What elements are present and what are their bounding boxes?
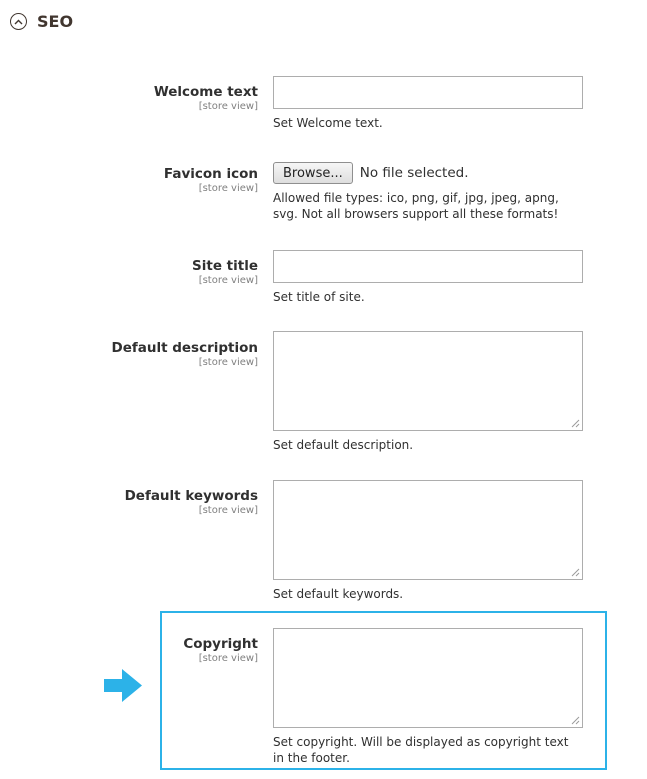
file-status: No file selected.: [359, 165, 469, 181]
welcome-text-label: Welcome text: [153, 84, 258, 100]
resize-grip-icon[interactable]: [571, 419, 580, 428]
welcome-text-scope: [store view]: [198, 101, 258, 112]
default-keywords-label: Default keywords: [124, 488, 258, 504]
welcome-text-note: Set Welcome text.: [273, 116, 383, 130]
arrow-right-icon: [104, 669, 142, 702]
site-title-input[interactable]: [273, 250, 583, 283]
default-keywords-textarea[interactable]: [273, 480, 583, 580]
copyright-note: Set copyright. Will be displayed as copyright text in the footer.: [273, 735, 569, 765]
resize-grip-icon[interactable]: [571, 716, 580, 725]
chevron-up-circle-icon: [10, 13, 27, 30]
resize-grip-icon[interactable]: [571, 568, 580, 577]
default-description-label: Default description: [111, 340, 258, 356]
site-title-scope: [store view]: [198, 275, 258, 286]
default-description-textarea[interactable]: [273, 331, 583, 431]
default-description-scope: [store view]: [198, 357, 258, 368]
copyright-scope: [store view]: [198, 653, 258, 664]
site-title-label: Site title: [192, 258, 258, 274]
copyright-label: Copyright: [183, 636, 258, 652]
welcome-text-input[interactable]: [273, 76, 583, 109]
default-keywords-scope: [store view]: [198, 505, 258, 516]
favicon-note: Allowed file types: ico, png, gif, jpg, jpeg, apng, svg. Not all browsers support all these formats!: [273, 191, 559, 221]
browse-button[interactable]: Browse...: [273, 162, 353, 184]
favicon-file-input[interactable]: [273, 162, 583, 184]
seo-section-toggle[interactable]: [10, 12, 73, 31]
site-title-note: Set title of site.: [273, 290, 365, 304]
copyright-textarea[interactable]: [273, 628, 583, 728]
default-keywords-note: Set default keywords.: [273, 587, 404, 601]
section-title: SEO: [37, 12, 74, 31]
favicon-label: Favicon icon: [163, 166, 258, 182]
default-description-note: Set default description.: [273, 438, 414, 452]
favicon-scope: [store view]: [198, 183, 258, 194]
